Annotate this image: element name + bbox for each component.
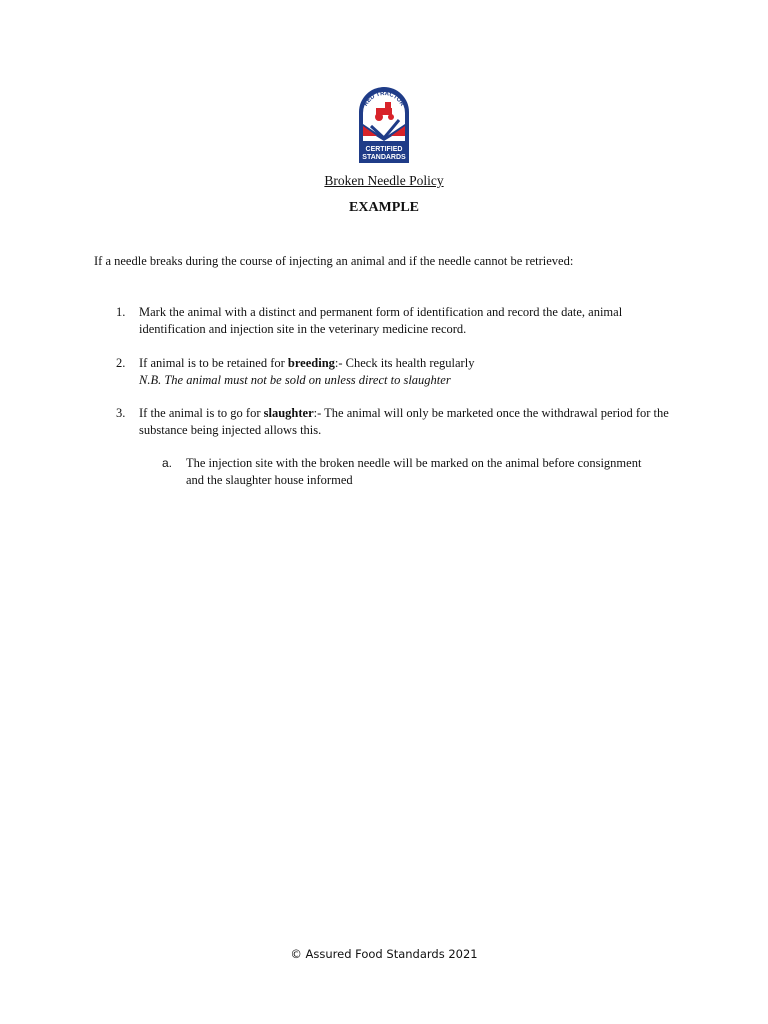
copyright-footer: © Assured Food Standards 2021	[290, 947, 478, 961]
red-tractor-logo	[357, 86, 411, 164]
list-item-prefix: If the animal is to go for	[139, 406, 264, 420]
document-title: Broken Needle Policy	[324, 173, 444, 188]
list-item-text	[139, 405, 669, 439]
logo-line2: STANDARDS	[362, 154, 406, 161]
list-item-keyword: slaughter	[263, 406, 314, 420]
list-item-number: 2.	[116, 356, 126, 370]
document-subtitle: EXAMPLE	[349, 200, 419, 215]
list-item-number: 3.	[116, 406, 126, 420]
list-item-number: 1.	[116, 305, 126, 319]
list-item-text: Mark the animal with a distinct and permanent form of identification and record the date, animal identification and injection site in the veterinary medicine record.	[139, 305, 623, 336]
list-item-keyword: breeding	[287, 356, 335, 370]
logo-top-text: RED TRACTOR	[363, 90, 405, 108]
sub-list-item-letter: a.	[162, 456, 173, 470]
intro-paragraph: If a needle breaks during the course of injecting an animal and if the needle cannot be retrieved:	[94, 254, 574, 268]
list-item-note: N.B. The animal must not be sold on unless direct to slaughter	[139, 373, 451, 387]
list-item-text	[139, 355, 669, 389]
list-item-suffix: :- The animal will only be marketed once the withdrawal period for the substance being injected allows this.	[139, 406, 669, 437]
list-item-suffix: :- Check its health regularly	[334, 356, 475, 370]
logo-line1: CERTIFIED	[365, 146, 403, 153]
list-item-prefix: If animal is to be retained for	[139, 356, 288, 370]
sub-list-item-text: The injection site with the broken needle will be marked on the animal before consignment and the slaughter house informed	[186, 456, 642, 487]
